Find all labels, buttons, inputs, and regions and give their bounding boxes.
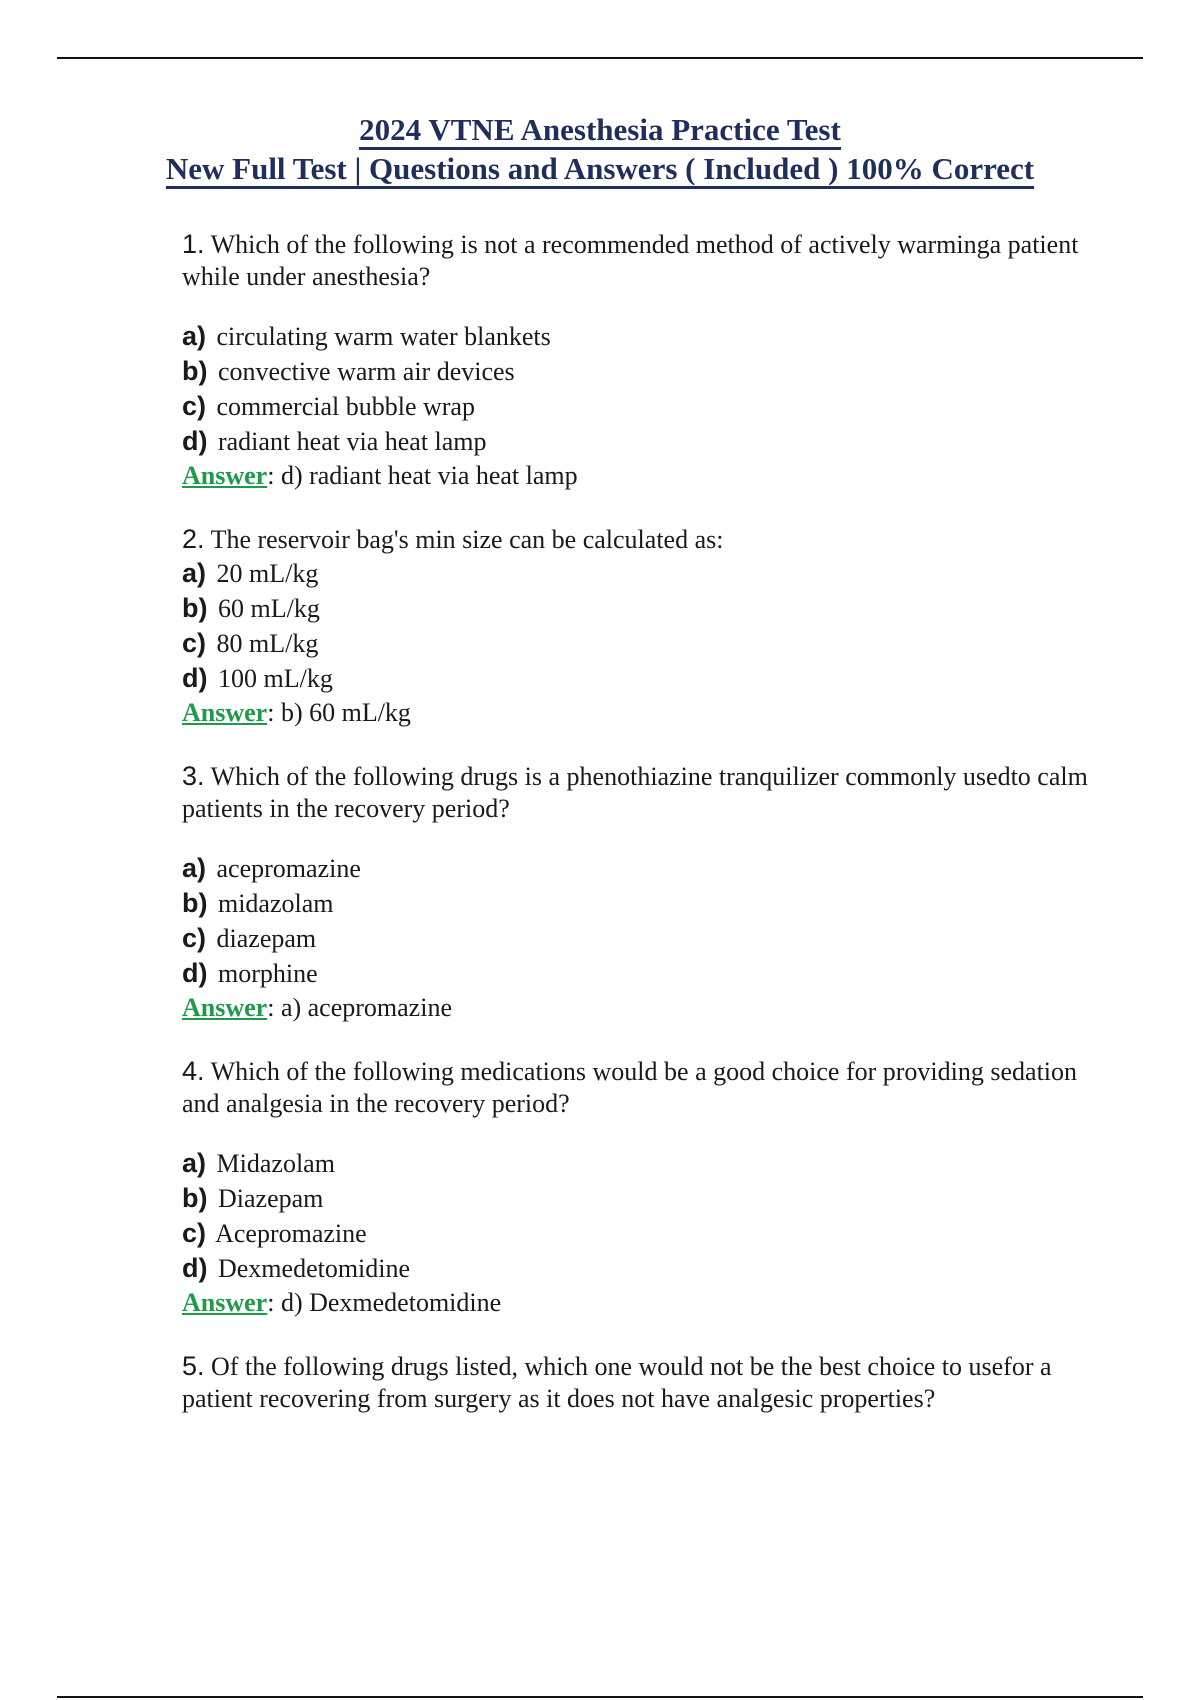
- question-item: [182, 523, 1112, 730]
- option-item: c) commercial bubble wrap: [182, 391, 475, 421]
- answer-line: Answer: d) radiant heat via heat lamp: [182, 461, 578, 490]
- option-item: b) midazolam: [182, 888, 334, 918]
- question-text: 1. Which of the following is not a recommended method of actively warminga patient while under anesthesia?: [182, 229, 1079, 291]
- question-item: [182, 1055, 1112, 1320]
- option-item: b) 60 mL/kg: [182, 593, 320, 623]
- question-item: [182, 228, 1112, 493]
- title-line-2: New Full Test | Questions and Answers ( Included ) 100% Correct: [166, 152, 1034, 189]
- answer-label: Answer: [182, 993, 268, 1022]
- option-item: b) Diazepam: [182, 1183, 324, 1213]
- answer-line: Answer: d) Dexmedetomidine: [182, 1288, 502, 1317]
- answer-label: Answer: [182, 698, 268, 727]
- option-item: a) Midazolam: [182, 1148, 335, 1178]
- option-item: d) Dexmedetomidine: [182, 1253, 411, 1283]
- answer-line: Answer: a) acepromazine: [182, 993, 452, 1022]
- question-text: 5. Of the following drugs listed, which one would not be the best choice to usefor a patient recovering from surgery as it does not have analgesic properties?: [182, 1351, 1052, 1413]
- option-item: c) diazepam: [182, 923, 317, 953]
- option-item: a) 20 mL/kg: [182, 558, 319, 588]
- option-item: a) circulating warm water blankets: [182, 321, 551, 351]
- question-text: 4. Which of the following medications would be a good choice for providing sedation and analgesia in the recovery period?: [182, 1056, 1078, 1118]
- option-item: d) 100 mL/kg: [182, 663, 333, 693]
- top-rule: [57, 57, 1143, 59]
- question-list: [182, 228, 1112, 1415]
- question-text: 3. Which of the following drugs is a phenothiazine tranquilizer commonly usedto calm patients in the recovery period?: [182, 761, 1088, 823]
- bottom-rule: [57, 1696, 1143, 1698]
- option-item: d) radiant heat via heat lamp: [182, 426, 487, 456]
- option-item: a) acepromazine: [182, 853, 361, 883]
- question-item: [182, 1350, 1112, 1415]
- answer-label: Answer: [182, 461, 268, 490]
- answer-line: Answer: b) 60 mL/kg: [182, 698, 411, 727]
- option-item: c) Acepromazine: [182, 1218, 367, 1248]
- option-item: d) morphine: [182, 958, 318, 988]
- title-line-1: 2024 VTNE Anesthesia Practice Test: [359, 113, 841, 150]
- question-item: [182, 760, 1112, 1025]
- answer-label: Answer: [182, 1288, 268, 1317]
- question-text: 2. The reservoir bag's min size can be calculated as:: [182, 524, 724, 554]
- option-item: c) 80 mL/kg: [182, 628, 319, 658]
- document-title: [0, 110, 1200, 188]
- option-item: b) convective warm air devices: [182, 356, 515, 386]
